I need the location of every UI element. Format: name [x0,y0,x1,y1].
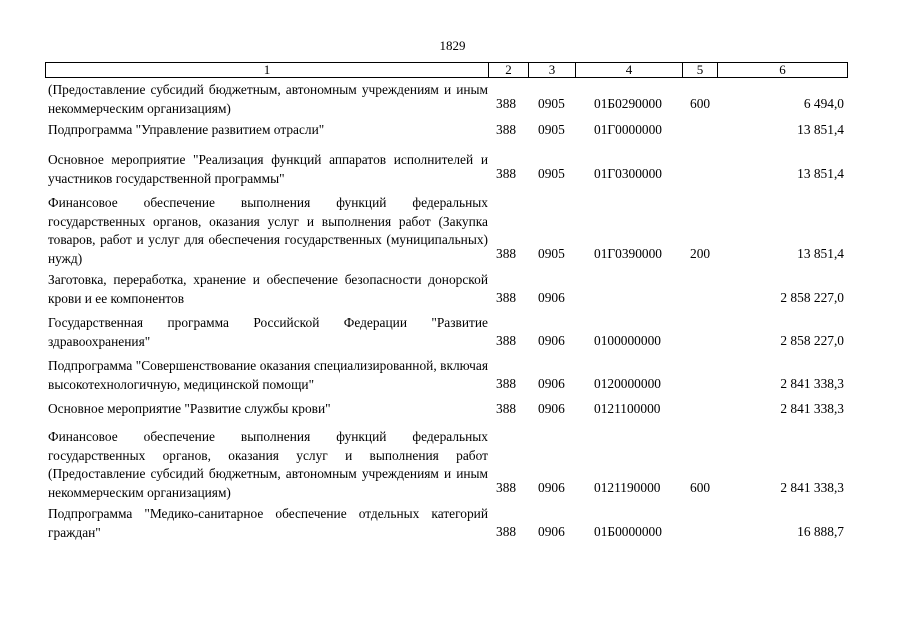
row-code-2: 388 [496,290,517,305]
row-code-3: 0906 [538,290,565,305]
row-code-2: 388 [496,122,517,137]
row-code-5: 600 [690,96,711,111]
row-code-2: 388 [496,333,517,348]
column-header-3: 3 [529,63,576,78]
row-code-3: 0906 [538,401,565,416]
row-description: Основное мероприятие "Развитие службы крови" [48,401,331,416]
page-number: 1829 [439,38,466,53]
row-description: Подпрограмма "Медико-санитарное обеспечение отдельных категорий граждан" [48,506,488,540]
column-header-1: 1 [46,63,489,78]
row-amount: 2 841 338,3 [780,480,844,495]
row-description: Подпрограмма "Совершенствование оказания специализированной, включая высокотехнологичную, медицинской помощи" [48,358,488,392]
row-amount: 6 494,0 [803,96,844,111]
row-code-5: 600 [690,480,711,495]
row-code-3: 0905 [538,122,565,137]
column-header-2: 2 [489,63,529,78]
row-code-2: 388 [496,376,517,391]
row-code-2: 388 [496,246,517,261]
row-code-3: 0906 [538,376,565,391]
row-code-2: 388 [496,401,517,416]
row-code-4: 01Г0300000 [594,166,662,181]
row-code-2: 388 [496,96,517,111]
row-description: Финансовое обеспечение выполнения функций федеральных государственных органов, оказания услуг и выполнения работ (Закупка товаров, работ и услуг для обеспечения государственных (муниципальных) нужд) [48,195,488,266]
row-description: Основное мероприятие "Реализация функций аппаратов исполнителей и участников государственной программы" [48,152,488,186]
row-code-2: 388 [496,524,517,539]
row-amount: 16 888,7 [797,524,844,539]
row-code-4: 0121100000 [594,401,661,416]
row-description: Государственная программа Российской Федерации "Развитие здравоохранения" [48,315,488,349]
row-amount: 13 851,4 [797,122,844,137]
row-code-3: 0905 [538,96,565,111]
row-code-3: 0905 [538,246,565,261]
row-code-3: 0906 [538,480,565,495]
row-amount: 2 858 227,0 [780,290,844,305]
row-code-4: 01Б0290000 [594,96,662,111]
row-description: Заготовка, переработка, хранение и обеспечение безопасности донорской крови и ее компонентов [48,272,488,306]
column-header-4: 4 [576,63,683,78]
row-code-3: 0906 [538,524,565,539]
row-description: Финансовое обеспечение выполнения функций федеральных государственных органов, оказания услуг и выполнения работ (Предоставление субсидий бюджетным, автономным учреждениям и иным некоммерческим организациям) [48,429,488,500]
row-code-4: 0120000000 [594,376,661,391]
row-code-3: 0906 [538,333,565,348]
row-amount: 2 841 338,3 [780,401,844,416]
row-amount: 2 841 338,3 [780,376,844,391]
row-amount: 13 851,4 [797,166,844,181]
row-code-4: 0121190000 [594,480,661,495]
column-header-table [45,62,848,78]
row-code-2: 388 [496,166,517,181]
row-amount: 2 858 227,0 [780,333,844,348]
row-code-4: 01Г0000000 [594,122,662,137]
column-header-6: 6 [718,63,848,78]
row-code-4: 01Г0390000 [594,246,662,261]
row-description: (Предоставление субсидий бюджетным, автономным учреждениям и иным некоммерческим организациям) [48,82,488,116]
column-header-5: 5 [683,63,718,78]
row-code-5: 200 [690,246,711,261]
row-code-2: 388 [496,480,517,495]
row-description: Подпрограмма "Управление развитием отрасли" [48,122,325,137]
row-code-4: 01Б0000000 [594,524,662,539]
row-code-4: 0100000000 [594,333,661,348]
row-amount: 13 851,4 [797,246,844,261]
row-code-3: 0905 [538,166,565,181]
